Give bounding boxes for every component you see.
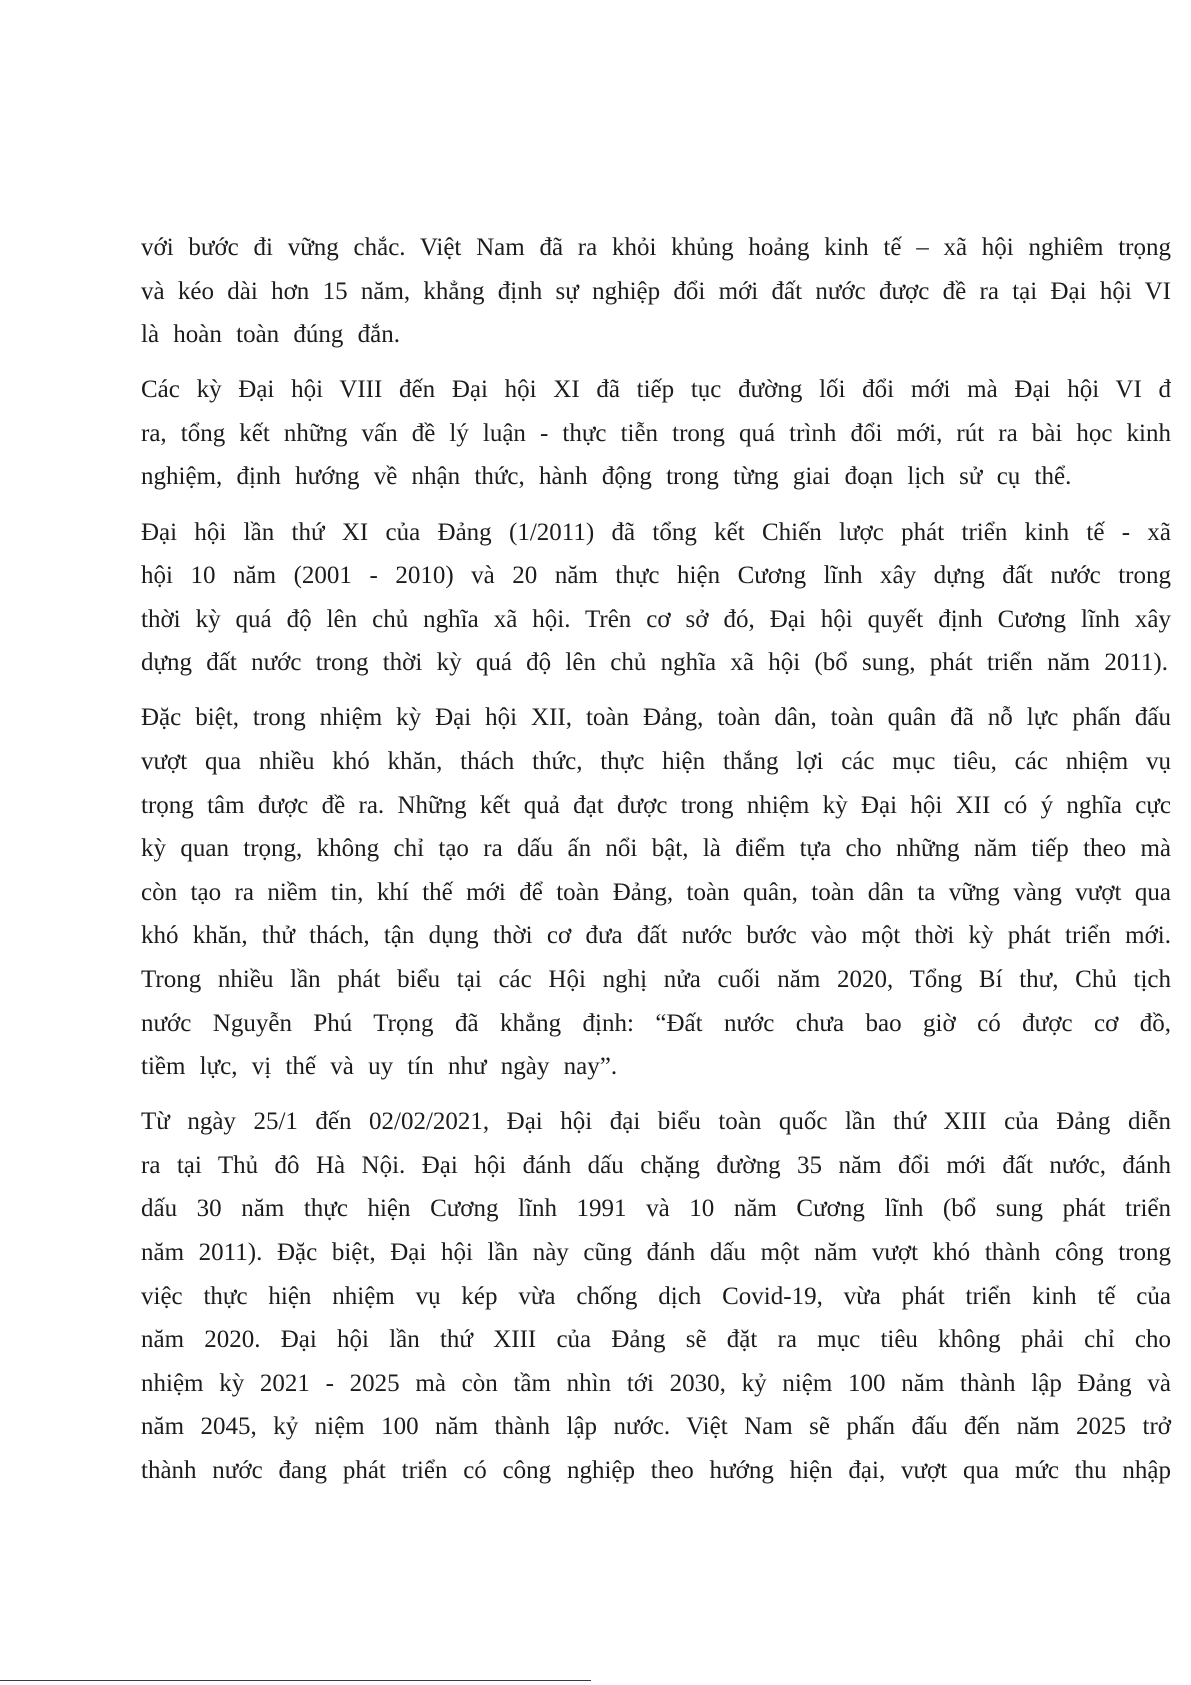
text-line: với bước đi vững chắc. Việt Nam đã ra khỏi khủng hoảng kinh tế – xã hội nghiêm trọng [141,234,1171,261]
text-line: Đặc biệt, trong nhiệm kỳ Đại hội XII, toàn Đảng, toàn dân, toàn quân đã nỗ lực phấn đấu [141,704,1171,732]
text-line: còn tạo ra niềm tin, khí thế mới để toàn Đảng, toàn quân, toàn dân ta vững vàng vượt qua [141,878,1171,906]
text-line: vượt qua nhiều khó khăn, thách thức, thực hiện thắng lợi các mục tiêu, các nhiệm vụ [141,748,1171,776]
paragraph [141,368,1171,499]
text-line: năm 2045, kỷ niệm 100 năm thành lập nước. Việt Nam sẽ phấn đấu đến năm 2025 trở [141,1413,1171,1441]
text-line: trọng tâm được đề ra. Những kết quả đạt được trong nhiệm kỳ Đại hội XII có ý nghĩa cực [141,791,1171,819]
text-line: năm 2011). Đặc biệt, Đại hội lần này cũng đánh dấu một năm vượt khó thành công trong [141,1239,1171,1267]
text-line: nhiệm kỳ 2021 - 2025 mà còn tầm nhìn tới 2030, kỷ niệm 100 năm thành lập Đảng và [141,1369,1171,1397]
paragraph [141,696,1171,1088]
text-line: nghiệm, định hướng về nhận thức, hành động trong từng giai đoạn lịch sử cụ thể. [141,463,1072,491]
text-line: kỳ quan trọng, không chỉ tạo ra dấu ấn nổi bật, là điểm tựa cho những năm tiếp theo mà [141,835,1171,863]
paragraph [141,226,1171,357]
text-line: Đại hội lần thứ XI của Đảng (1/2011) đã tổng kết Chiến lược phát triển kinh tế - xã [141,518,1171,546]
text-line: dựng đất nước trong thời kỳ quá độ lên chủ nghĩa xã hội (bổ sung, phát triển năm 2011). [141,649,1169,677]
text-line: Từ ngày 25/1 đến 02/02/2021, Đại hội đại biểu toàn quốc lần thứ XIII của Đảng diễn [141,1108,1171,1136]
text-line: ra, tổng kết những vấn đề lý luận - thực tiễn trong quá trình đổi mới, rút ra bài học kinh [141,419,1171,447]
text-line: Các kỳ Đại hội VIII đến Đại hội XI đã tiếp tục đường lối đổi mới mà Đại hội VI đ [141,376,1171,404]
text-line: thời kỳ quá độ lên chủ nghĩa xã hội. Trên cơ sở đó, Đại hội quyết định Cương lĩnh xây [141,605,1171,633]
text-line: hội 10 năm (2001 - 2010) và 20 năm thực hiện Cương lĩnh xây dựng đất nước trong [141,562,1171,590]
text-line: năm 2020. Đại hội lần thứ XIII của Đảng sẽ đặt ra mục tiêu không phải chỉ cho [141,1326,1171,1354]
text-line: nước Nguyễn Phú Trọng đã khẳng định: “Đất nước chưa bao giờ có được cơ đồ, [141,1009,1171,1037]
text-line: khó khăn, thử thách, tận dụng thời cơ đưa đất nước bước vào một thời kỳ phát triển mới. [141,922,1171,950]
text-line: dấu 30 năm thực hiện Cương lĩnh 1991 và 10 năm Cương lĩnh (bổ sung phát triển [141,1195,1171,1223]
text-line: ra tại Thủ đô Hà Nội. Đại hội đánh dấu chặng đường 35 năm đổi mới đất nước, đánh [141,1151,1171,1179]
footnote-separator [0,1680,591,1681]
body-text [141,226,1171,1504]
paragraph [141,1100,1171,1492]
text-line: và kéo dài hơn 15 năm, khẳng định sự nghiệp đổi mới đất nước được đề ra tại Đại hội VI [141,277,1171,305]
text-line: Trong nhiều lần phát biểu tại các Hội nghị nửa cuối năm 2020, Tổng Bí thư, Chủ tịch [141,966,1171,993]
text-line: thành nước đang phát triển có công nghiệp theo hướng hiện đại, vượt qua mức thu nhập [141,1457,1171,1485]
text-line: là hoàn toàn đúng đắn. [141,321,401,349]
text-line: việc thực hiện nhiệm vụ kép vừa chống dịch Covid-19, vừa phát triển kinh tế của [141,1282,1171,1310]
text-line: tiềm lực, vị thế và uy tín như ngày nay”. [141,1053,618,1081]
paragraph [141,511,1171,685]
